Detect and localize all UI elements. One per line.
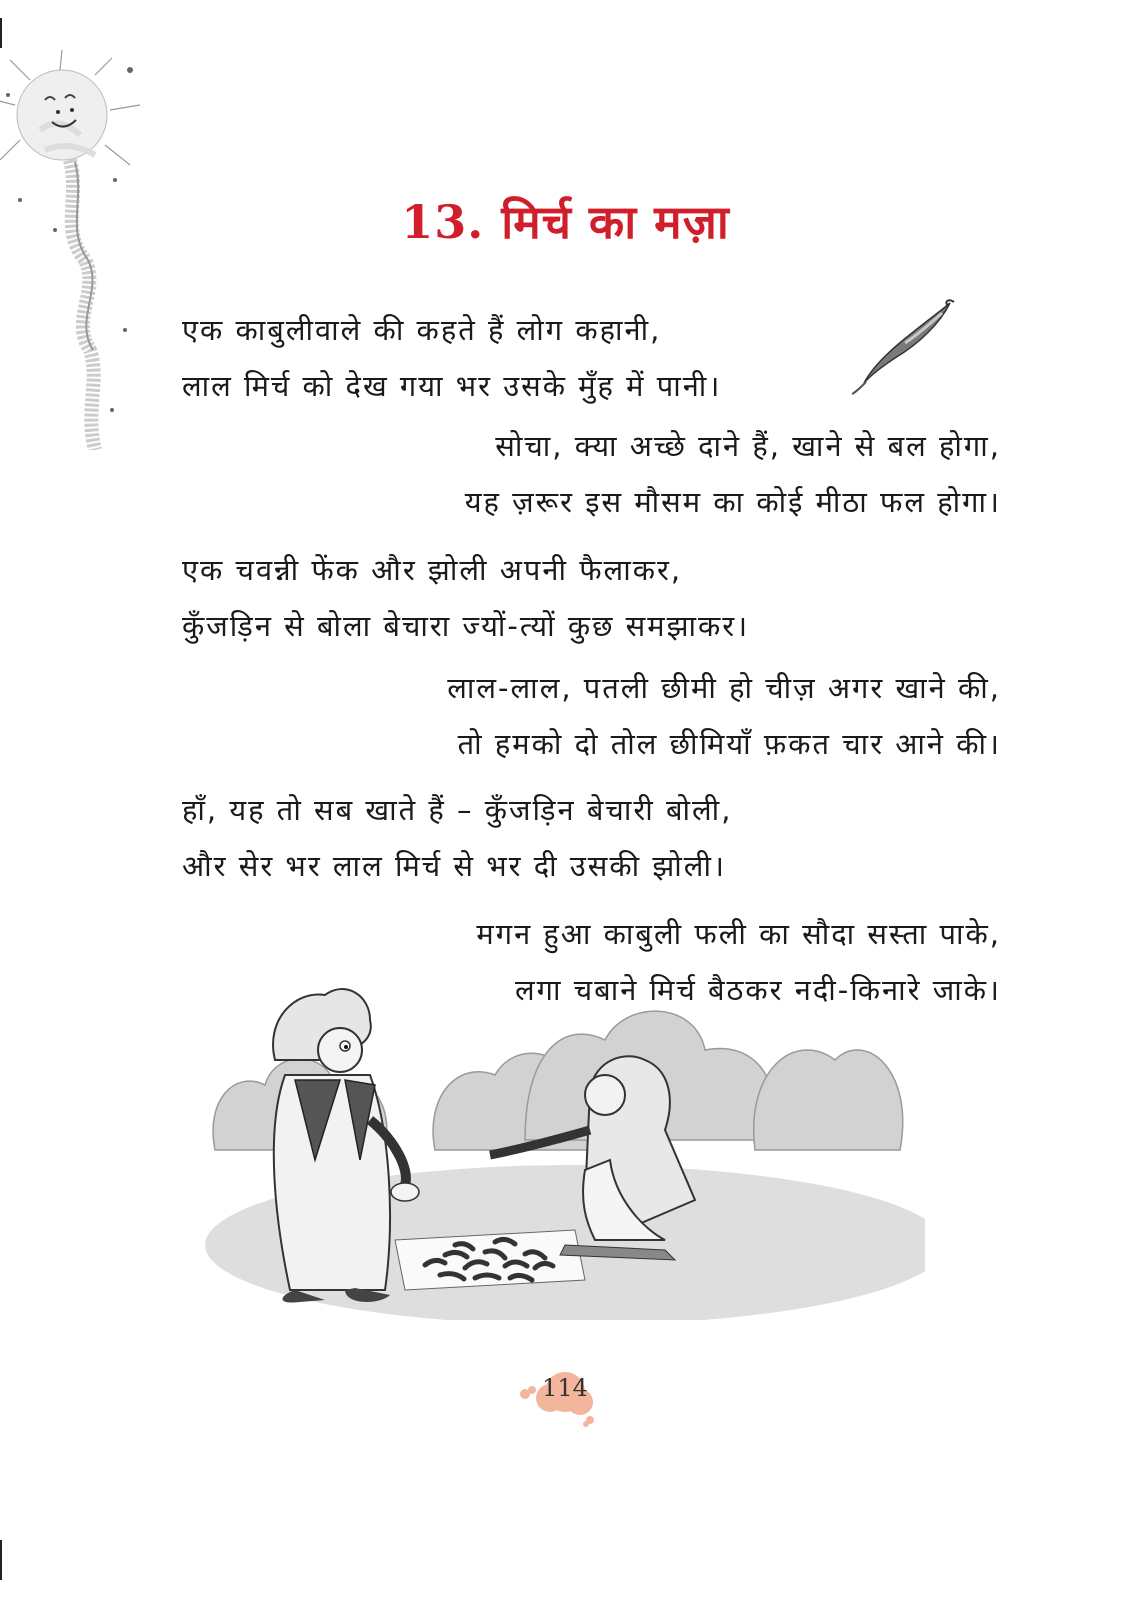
stanza-1 (182, 302, 721, 414)
poem-line: हाँ, यह तो सब खाते हैं – कुँजड़िन बेचारी बोली, (182, 793, 733, 827)
poem-line: लगा चबाने मिर्च बैठकर नदी-किनारे जाके। (515, 973, 1001, 1007)
stanza-4 (447, 660, 1001, 772)
poem-line: लाल मिर्च को देख गया भर उसके मुँह में पानी। (182, 369, 722, 403)
poem-title: 13. मिर्च का मज़ा (401, 195, 730, 249)
red-chili-icon (850, 298, 960, 398)
crop-mark-bottom (0, 1540, 2, 1580)
page-number-badge (510, 1368, 620, 1428)
poem-line: तो हमको दो तोल छीमियाँ फ़कत चार आने की। (457, 727, 1001, 761)
page-number: 114 (542, 1374, 588, 1402)
poem-line: और सेर भर लाल मिर्च से भर दी उसकी झोली। (182, 849, 726, 883)
poem-line: एक काबुलीवाले की कहते हैं लोग कहानी, (182, 313, 662, 347)
poem-line: सोचा, क्या अच्छे दाने हैं, खाने से बल होगा, (495, 429, 1001, 463)
stanza-3 (182, 542, 749, 654)
poem-line: यह ज़रूर इस मौसम का कोई मीठा फल होगा। (464, 485, 1001, 519)
poem-line: एक चवन्नी फेंक और झोली अपनी फैलाकर, (182, 553, 683, 587)
stanza-5 (182, 782, 732, 894)
poem-line: लाल-लाल, पतली छीमी हो चीज़ अगर खाने की, (447, 671, 1001, 705)
stanza-6 (476, 906, 1001, 1018)
stanza-2 (465, 418, 1001, 530)
crop-mark-top (0, 18, 2, 48)
poem-line: मगन हुआ काबुली फली का सौदा सस्ता पाके, (476, 917, 1001, 951)
poem-line: कुँजड़िन से बोला बेचारा ज्यों-त्यों कुछ समझाकर। (182, 609, 750, 643)
